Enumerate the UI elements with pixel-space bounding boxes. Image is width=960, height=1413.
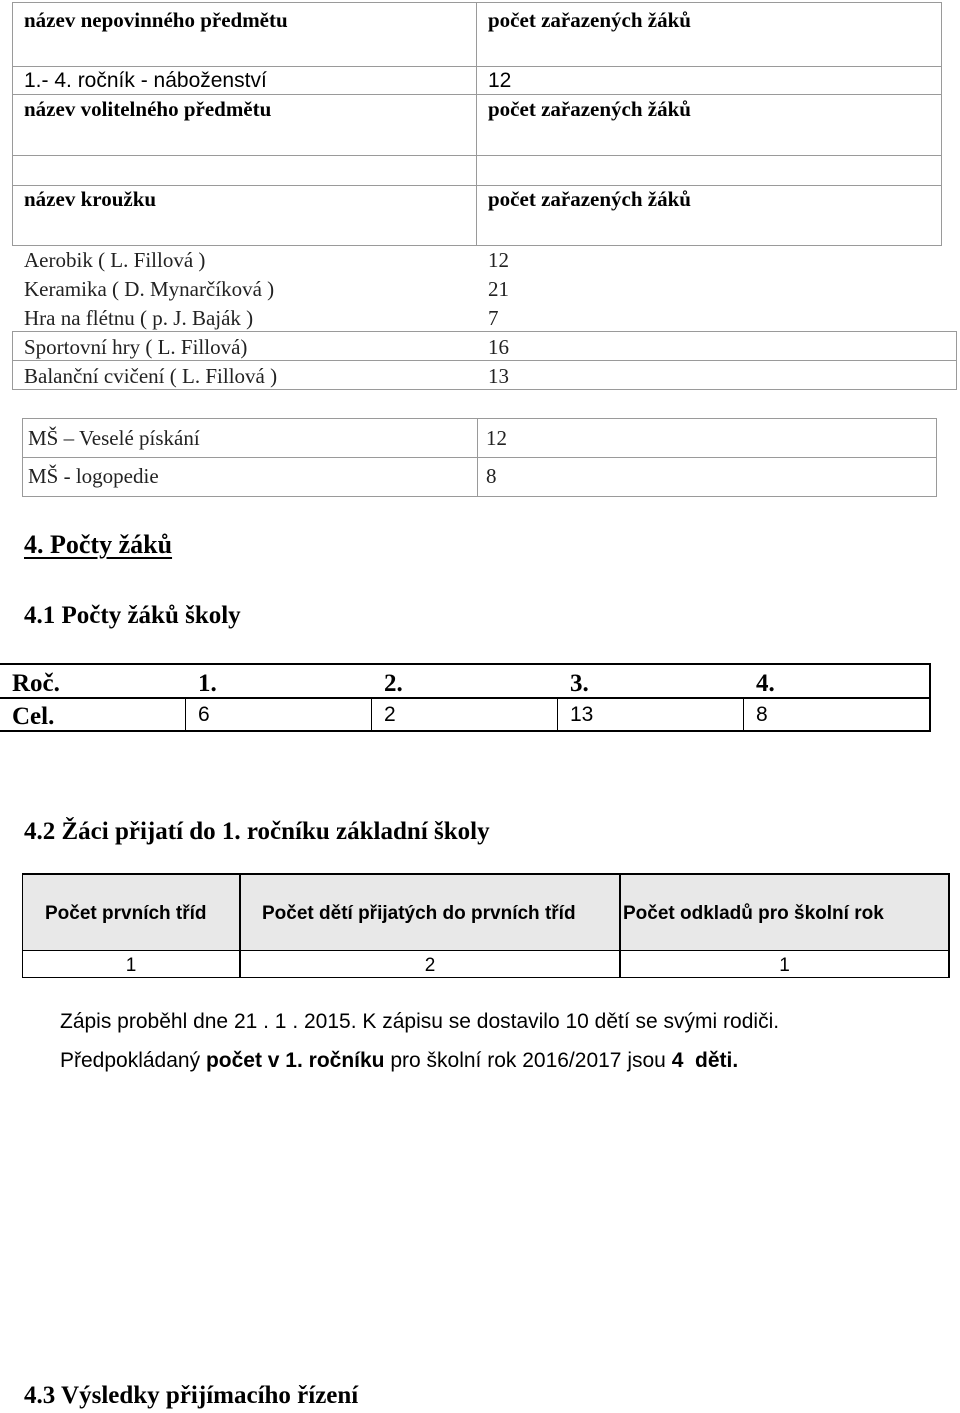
- grade-total: 6: [198, 703, 210, 726]
- grade-label: 1.: [198, 670, 217, 697]
- enrollment-paragraph: Zápis proběhl dne 21 . 1 . 2015. K zápisu se dostavilo 10 dětí se svými rodiči.: [60, 1010, 780, 1033]
- grade-label: 2.: [384, 670, 403, 697]
- club-count-header: počet zařazených žáků: [488, 187, 691, 211]
- elective-subject-name-header: název volitelného předmětu: [24, 97, 272, 121]
- subsection-heading: 4.2 Žáci přijatí do 1. ročníku základní školy: [24, 818, 490, 845]
- kindergarten-row-name: MŠ – Veselé pískání: [28, 426, 200, 450]
- total-row-label: Cel.: [12, 703, 55, 730]
- optional-subject-name-header: název nepovinného předmětu: [24, 8, 288, 32]
- admission-header-classes: Počet prvních tříd: [45, 903, 207, 924]
- admission-value-classes: 1: [125, 955, 137, 976]
- grade-label: 3.: [570, 670, 589, 697]
- optional-subject-count-header: počet zařazených žáků: [488, 8, 691, 32]
- grade-total: 2: [384, 703, 396, 726]
- admission-value-admitted: 2: [424, 955, 436, 976]
- section-heading: 4. Počty žáků: [24, 530, 173, 559]
- club-row-count: 21: [488, 277, 509, 301]
- club-row-name: Hra na flétnu ( p. J. Baják ): [24, 306, 254, 330]
- admission-value-deferrals: 1: [779, 955, 790, 976]
- optional-subject-row-name: 1.- 4. ročník - náboženství: [24, 69, 267, 92]
- club-row-count: 16: [488, 335, 509, 359]
- subsection-heading: 4.3 Výsledky přijímacího řízení: [24, 1382, 359, 1409]
- kindergarten-row-count: 8: [486, 464, 497, 488]
- admission-header-deferrals: Počet odkladů pro školní rok: [623, 903, 884, 924]
- expected-count-paragraph: Předpokládaný počet v 1. ročníku pro školní rok 2016/2017 jsou 4 děti.: [60, 1049, 739, 1072]
- optional-subject-row-count: 12: [488, 69, 512, 92]
- club-row-count: 12: [488, 248, 509, 272]
- grade-label: 4.: [756, 670, 775, 697]
- grade-total: 8: [756, 703, 768, 726]
- grade-row-label: Roč.: [12, 670, 60, 697]
- club-row-name: Aerobik ( L. Fillová ): [24, 248, 206, 272]
- club-row-count: 13: [488, 364, 509, 388]
- club-row-name: Balanční cvičení ( L. Fillová ): [24, 364, 278, 388]
- club-row-count: 7: [488, 306, 499, 330]
- kindergarten-row-count: 12: [486, 426, 507, 450]
- kindergarten-row-name: MŠ - logopedie: [28, 464, 159, 488]
- elective-subject-count-header: počet zařazených žáků: [488, 97, 691, 121]
- club-row-name: Keramika ( D. Mynarčíková ): [24, 277, 275, 301]
- club-name-header: název kroužku: [24, 187, 157, 211]
- club-row-name: Sportovní hry ( L. Fillová): [24, 335, 248, 359]
- subsection-heading: 4.1 Počty žáků školy: [24, 602, 241, 629]
- admission-header-admitted: Počet dětí přijatých do prvních tříd: [262, 903, 576, 924]
- grade-total: 13: [570, 703, 594, 726]
